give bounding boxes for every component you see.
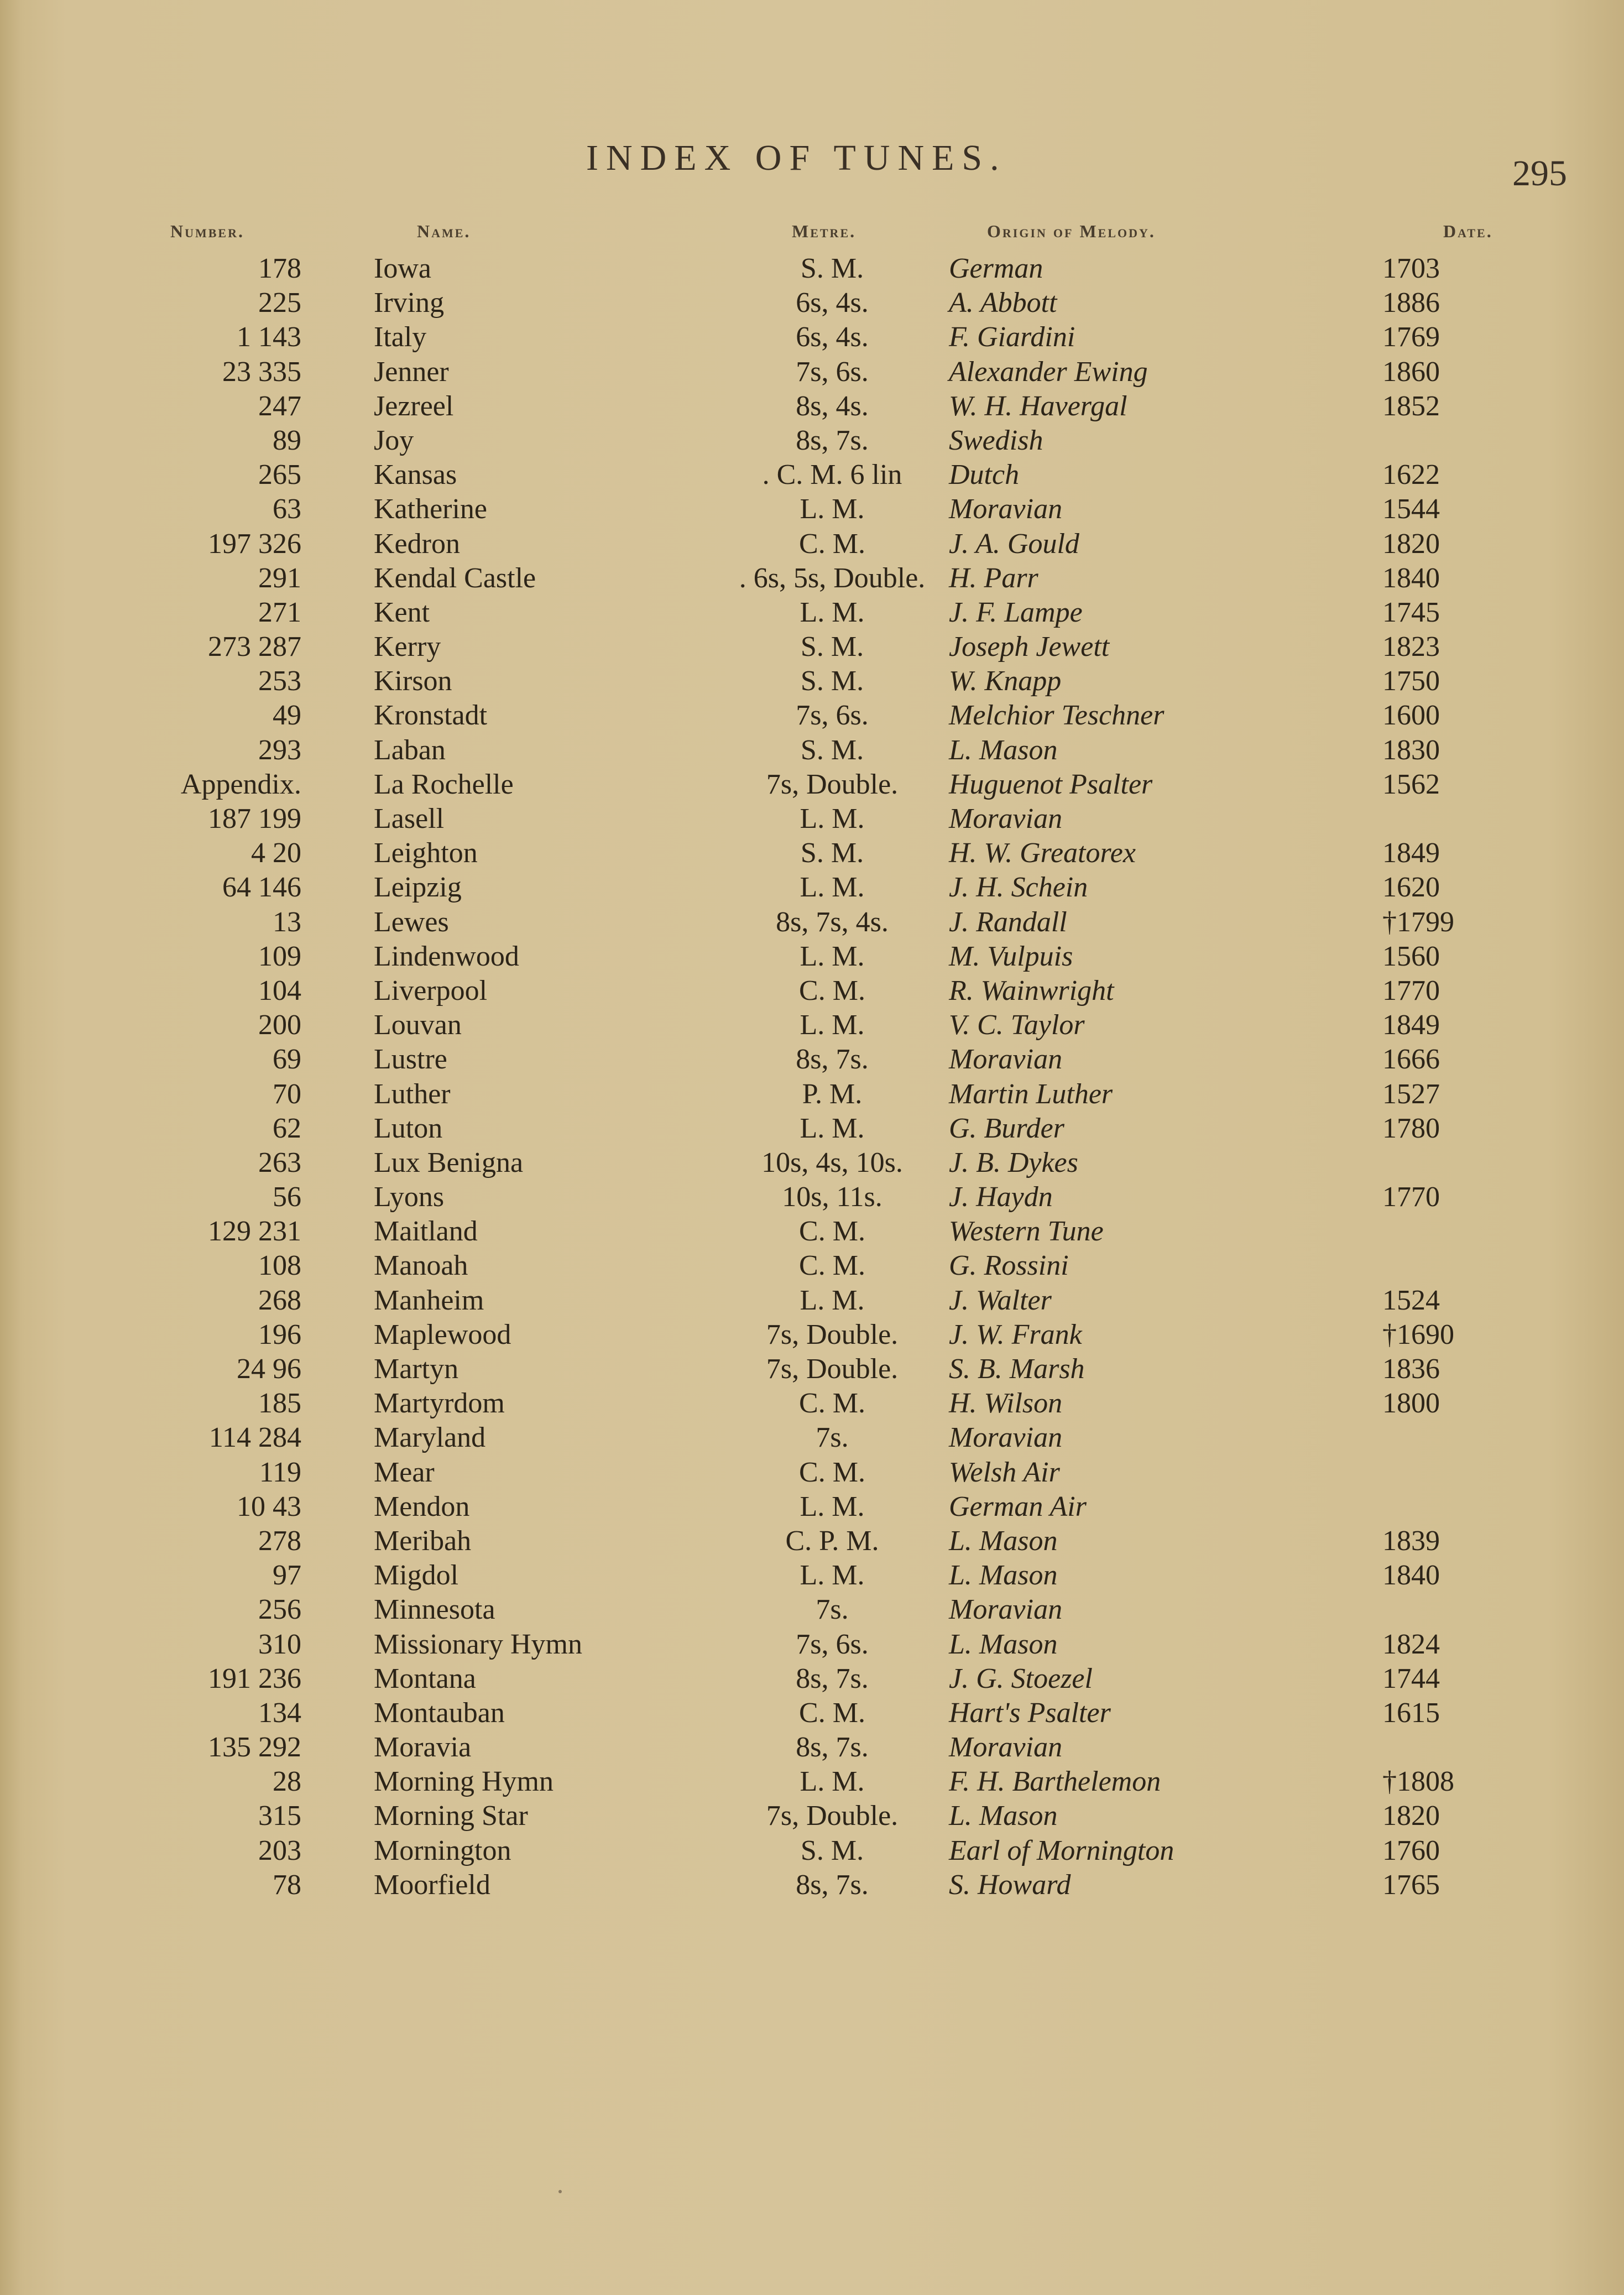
tune-name: Maryland [374,1422,486,1454]
tune-date: 1666 [1382,1044,1440,1076]
tune-date: 1622 [1382,459,1440,491]
table-row [0,458,1624,492]
tune-name: Jezreel [374,390,454,422]
tune-origin: J. W. Frank [949,1318,1082,1350]
tune-date: 1770 [1382,974,1440,1006]
tune-metre: C. M. [799,528,865,560]
tune-number: 256 [258,1594,301,1626]
tune-number: 191 236 [208,1662,301,1694]
tune-metre: 7s, Double. [766,1800,899,1832]
tune-metre: 8s, 7s. [796,424,869,456]
tune-number: 28 [273,1766,301,1798]
tune-name: Mornington [374,1834,511,1866]
tune-number: 247 [258,390,301,422]
tune-date: 1860 [1382,356,1440,388]
tune-origin: Joseph Jewett [949,631,1110,663]
table-row [0,1214,1624,1249]
table-row [0,1180,1624,1214]
tune-name: Louvan [374,1009,462,1041]
tune-metre: L. M. [800,1559,865,1592]
column-header-date: Date. [1443,221,1493,241]
tune-name: Mendon [374,1490,470,1522]
tune-number: 49 [273,700,301,732]
tune-origin: J. B. Dykes [949,1146,1078,1178]
tune-origin: Moravian [949,1044,1063,1076]
tune-number: 291 [258,562,301,594]
tune-number: 178 [258,253,301,284]
table-row [0,802,1624,836]
tune-name: Lyons [374,1181,445,1213]
table-row [0,1799,1624,1833]
tune-number: 265 [258,459,301,491]
tune-number: 293 [258,734,301,766]
tune-number: 134 [258,1697,301,1729]
tune-number: 23 335 [222,356,301,388]
tune-name: Lasell [374,803,445,834]
tune-metre: C. M. [799,1456,865,1488]
tune-name: La Rochelle [374,768,514,800]
tune-number: 200 [258,1009,301,1041]
column-header-name: Name. [417,221,471,241]
tune-number: 24 96 [237,1353,301,1385]
table-row [0,355,1624,389]
tune-name: Montauban [374,1697,505,1729]
tune-metre: 7s, Double. [766,768,899,800]
tune-number: 225 [258,287,301,319]
table-row [0,1490,1624,1524]
table-row [0,1249,1624,1283]
tune-origin: Melchior Teschner [949,700,1165,732]
tune-number: 278 [258,1525,301,1557]
tune-metre: L. M. [800,803,865,834]
tune-metre: S. M. [800,665,864,697]
table-row [0,1868,1624,1902]
tune-name: Joy [374,424,414,456]
tune-metre: . C. M. 6 lin [762,459,902,491]
table-row [0,561,1624,596]
table-row [0,1352,1624,1386]
tune-name: Martyrdom [374,1388,505,1420]
table-row [0,527,1624,561]
tune-name: Moorfield [374,1869,490,1901]
tune-number: 70 [273,1078,301,1110]
tune-date: 1527 [1382,1078,1440,1110]
column-header-metre: Metre. [792,221,857,241]
tune-name: Maitland [374,1216,478,1248]
table-row [0,1284,1624,1318]
table-row [0,1593,1624,1627]
tune-name: Montana [374,1662,476,1694]
table-row [0,1042,1624,1077]
tune-number: 64 146 [222,872,301,904]
tune-number: 4 20 [251,837,301,869]
tune-date: 1839 [1382,1525,1440,1557]
tune-number: 1 143 [237,321,301,353]
tune-name: Martyn [374,1353,459,1385]
tune-origin: German [949,253,1043,284]
table-row [0,492,1624,526]
tune-origin: F. H. Barthelemon [949,1766,1161,1798]
column-header-number: Number. [170,221,244,241]
tune-origin: H. Wilson [949,1388,1063,1420]
tune-date: 1849 [1382,837,1440,869]
tune-date: 1562 [1382,768,1440,800]
tune-name: Kirson [374,665,452,697]
tune-date: †1799 [1382,906,1454,938]
tune-origin: Western Tune [949,1216,1104,1248]
tune-metre: S. M. [800,734,864,766]
column-header-origin: Origin of Melody. [987,221,1156,241]
tune-name: Luther [374,1078,451,1110]
tune-date: 1750 [1382,665,1440,697]
tune-index-table [0,252,1624,1902]
tune-origin: S. Howard [949,1869,1071,1901]
table-row [0,768,1624,802]
tune-name: Kent [374,596,430,628]
tune-name: Leighton [374,837,478,869]
tune-name: Migdol [374,1559,459,1592]
tune-date: 1524 [1382,1284,1440,1316]
tune-number: 104 [258,974,301,1006]
tune-metre: L. M. [800,872,865,904]
tune-name: Manheim [374,1284,484,1316]
table-row [0,1456,1624,1490]
tune-origin: Alexander Ewing [949,356,1148,388]
tune-number: 78 [273,1869,301,1901]
tune-origin: J. Haydn [949,1181,1053,1213]
tune-origin: Swedish [949,424,1043,456]
table-row [0,1696,1624,1730]
tune-metre: C. P. M. [785,1525,879,1557]
tune-number: 268 [258,1284,301,1316]
table-row [0,1662,1624,1696]
tune-origin: M. Vulpuis [949,940,1073,972]
table-row [0,733,1624,768]
tune-metre: 7s. [816,1422,849,1454]
tune-date: 1800 [1382,1388,1440,1420]
tune-metre: 8s, 7s. [796,1662,869,1694]
tune-number: 315 [258,1800,301,1832]
table-row [0,320,1624,354]
tune-origin: V. C. Taylor [949,1009,1085,1041]
tune-origin: J. H. Schein [949,872,1088,904]
tune-origin: Moravian [949,1422,1063,1454]
tune-origin: L. Mason [949,1525,1058,1557]
tune-number: 197 326 [208,528,301,560]
tune-number: 263 [258,1146,301,1178]
tune-metre: S. M. [800,253,864,284]
tune-name: Kansas [374,459,457,491]
tune-number: 56 [273,1181,301,1213]
tune-origin: Hart's Psalter [949,1697,1111,1729]
tune-name: Italy [374,321,427,353]
tune-metre: L. M. [800,493,865,525]
tune-metre: C. M. [799,1250,865,1282]
tune-origin: Moravian [949,1731,1063,1764]
tune-origin: J. F. Lampe [949,596,1083,628]
tune-name: Kendal Castle [374,562,536,594]
tune-name: Maplewood [374,1318,511,1350]
tune-name: Irving [374,287,445,319]
tune-date: 1820 [1382,528,1440,560]
tune-origin: L. Mason [949,734,1058,766]
tune-metre: 7s, 6s. [796,1628,869,1660]
tune-metre: 6s, 4s. [796,287,869,319]
tune-origin: Dutch [949,459,1020,491]
tune-number: 89 [273,424,301,456]
tune-metre: L. M. [800,1490,865,1522]
tune-name: Liverpool [374,974,488,1006]
tune-metre: 7s, 6s. [796,700,869,732]
tune-origin: L. Mason [949,1628,1058,1660]
tune-date: 1836 [1382,1353,1440,1385]
tune-number: 10 43 [237,1490,301,1522]
table-row [0,1077,1624,1112]
tune-metre: 7s. [816,1594,849,1626]
table-row [0,596,1624,630]
tune-name: Mear [374,1456,435,1488]
table-row [0,905,1624,940]
tune-name: Morning Hymn [374,1766,553,1798]
tune-metre: L. M. [800,1009,865,1041]
tune-number: 203 [258,1834,301,1866]
table-row [0,974,1624,1008]
tune-name: Jenner [374,356,449,388]
tune-date: 1600 [1382,700,1440,732]
tune-metre: L. M. [800,940,865,972]
tune-number: 129 231 [208,1216,301,1248]
tune-date: 1769 [1382,321,1440,353]
tune-number: 13 [273,906,301,938]
tune-name: Morning Star [374,1800,528,1832]
tune-origin: Huguenot Psalter [949,768,1153,800]
table-row [0,1008,1624,1042]
tune-metre: L. M. [800,1112,865,1144]
table-row [0,1834,1624,1868]
tune-name: Luton [374,1112,443,1144]
tune-name: Minnesota [374,1594,495,1626]
tune-metre: 7s, 6s. [796,356,869,388]
table-row [0,1386,1624,1421]
tune-origin: J. G. Stoezel [949,1662,1093,1694]
tune-origin: L. Mason [949,1559,1058,1592]
page-number: 295 [1512,153,1567,194]
tune-name: Katherine [374,493,488,525]
tune-date: 1745 [1382,596,1440,628]
tune-metre: L. M. [800,596,865,628]
tune-metre: 10s, 4s, 10s. [761,1146,903,1178]
table-row [0,1558,1624,1593]
tune-origin: J. Randall [949,906,1067,938]
tune-date: †1808 [1382,1766,1454,1798]
tune-origin: Martin Luther [949,1078,1113,1110]
tune-origin: J. A. Gould [949,528,1079,560]
tune-origin: G. Burder [949,1112,1064,1144]
tune-date: 1824 [1382,1628,1440,1660]
tune-date: 1703 [1382,253,1440,284]
tune-metre: S. M. [800,837,864,869]
tune-metre: L. M. [800,1766,865,1798]
tune-number: 119 [259,1456,301,1488]
tune-metre: C. M. [799,1388,865,1420]
tune-date: 1615 [1382,1697,1440,1729]
tune-date: 1760 [1382,1834,1440,1866]
tune-name: Missionary Hymn [374,1628,582,1660]
page-header [0,137,1624,204]
tune-number: 97 [273,1559,301,1592]
tune-name: Manoah [374,1250,468,1282]
tune-metre: 8s, 7s. [796,1044,869,1076]
tune-date: 1620 [1382,872,1440,904]
tune-origin: S. B. Marsh [949,1353,1085,1385]
tune-origin: A. Abbott [949,287,1057,319]
tune-name: Kronstadt [374,700,488,732]
tune-metre: 8s, 4s. [796,390,869,422]
tune-number: 196 [258,1318,301,1350]
tune-metre: 8s, 7s. [796,1869,869,1901]
tune-origin: G. Rossini [949,1250,1069,1282]
tune-date: 1852 [1382,390,1440,422]
tune-metre: C. M. [799,1216,865,1248]
stray-mark [558,2190,562,2193]
tune-name: Kedron [374,528,460,560]
tune-origin: Welsh Air [949,1456,1060,1488]
tune-name: Iowa [374,253,431,284]
table-row [0,630,1624,664]
tune-date: 1840 [1382,562,1440,594]
tune-number: 273 287 [208,631,301,663]
tune-origin: L. Mason [949,1800,1058,1832]
tune-metre: P. M. [802,1078,863,1110]
table-row [0,1146,1624,1180]
tune-origin: German Air [949,1490,1087,1522]
tune-name: Lindenwood [374,940,519,972]
tune-name: Lux Benigna [374,1146,524,1178]
tune-date: 1744 [1382,1662,1440,1694]
table-row [0,1112,1624,1146]
tune-date: 1780 [1382,1112,1440,1144]
tune-date: 1830 [1382,734,1440,766]
page-title: INDEX OF TUNES. [586,138,1007,178]
table-row [0,389,1624,424]
tune-origin: Moravian [949,493,1063,525]
tune-number: 109 [258,940,301,972]
tune-date: 1823 [1382,631,1440,663]
table-row [0,870,1624,905]
tune-metre: 8s, 7s, 4s. [776,906,889,938]
tune-number: 62 [273,1112,301,1144]
tune-number: 108 [258,1250,301,1282]
tune-number: 271 [258,596,301,628]
tune-origin: H. W. Greatorex [949,837,1136,869]
tune-origin: F. Giardini [949,321,1075,353]
tune-name: Laban [374,734,446,766]
tune-date: 1770 [1382,1181,1440,1213]
tune-metre: 7s, Double. [766,1353,899,1385]
tune-date: †1690 [1382,1318,1454,1350]
tune-metre: 10s, 11s. [782,1181,883,1213]
tune-date: 1849 [1382,1009,1440,1041]
table-row [0,1318,1624,1352]
tune-name: Kerry [374,631,441,663]
tune-origin: W. H. Havergal [949,390,1127,422]
table-row [0,286,1624,320]
tune-number: 310 [258,1628,301,1660]
table-row [0,1765,1624,1799]
tune-origin: Moravian [949,1594,1063,1626]
tune-number: 114 284 [208,1422,301,1454]
tune-metre: L. M. [800,1284,865,1316]
tune-metre: 7s, Double. [766,1318,899,1350]
tune-metre: C. M. [799,974,865,1006]
tune-metre: S. M. [800,631,864,663]
tune-origin: W. Knapp [949,665,1062,697]
tune-number: 253 [258,665,301,697]
tune-origin: H. Parr [949,562,1038,594]
table-row [0,664,1624,698]
tune-metre: 6s, 4s. [796,321,869,353]
tune-name: Moravia [374,1731,472,1764]
table-row [0,836,1624,870]
table-row [0,252,1624,286]
tune-origin: J. Walter [949,1284,1052,1316]
tune-date: 1544 [1382,493,1440,525]
tune-date: 1886 [1382,287,1440,319]
table-row [0,698,1624,733]
tune-name: Lustre [374,1044,447,1076]
tune-number: 63 [273,493,301,525]
tune-name: Meribah [374,1525,472,1557]
tune-metre: S. M. [800,1834,864,1866]
tune-number: 187 199 [208,803,301,834]
table-row [0,424,1624,458]
table-row [0,1524,1624,1558]
table-row [0,1730,1624,1765]
tune-origin: R. Wainwright [949,974,1114,1006]
tune-metre: 8s, 7s. [796,1731,869,1764]
table-row [0,1628,1624,1662]
table-row [0,940,1624,974]
table-row [0,1421,1624,1455]
tune-date: 1765 [1382,1869,1440,1901]
tune-date: 1840 [1382,1559,1440,1592]
tune-date: 1820 [1382,1800,1440,1832]
tune-origin: Earl of Mornington [949,1834,1174,1866]
tune-number: 185 [258,1388,301,1420]
tune-date: 1560 [1382,940,1440,972]
tune-number: 135 292 [208,1731,301,1764]
tune-origin: Moravian [949,803,1063,834]
tune-number: Appendix. [180,768,301,800]
tune-metre: . 6s, 5s, Double. [739,562,926,594]
tune-name: Leipzig [374,872,462,904]
column-headers [0,221,1624,254]
tune-number: 69 [273,1044,301,1076]
tune-metre: C. M. [799,1697,865,1729]
tune-name: Lewes [374,906,449,938]
